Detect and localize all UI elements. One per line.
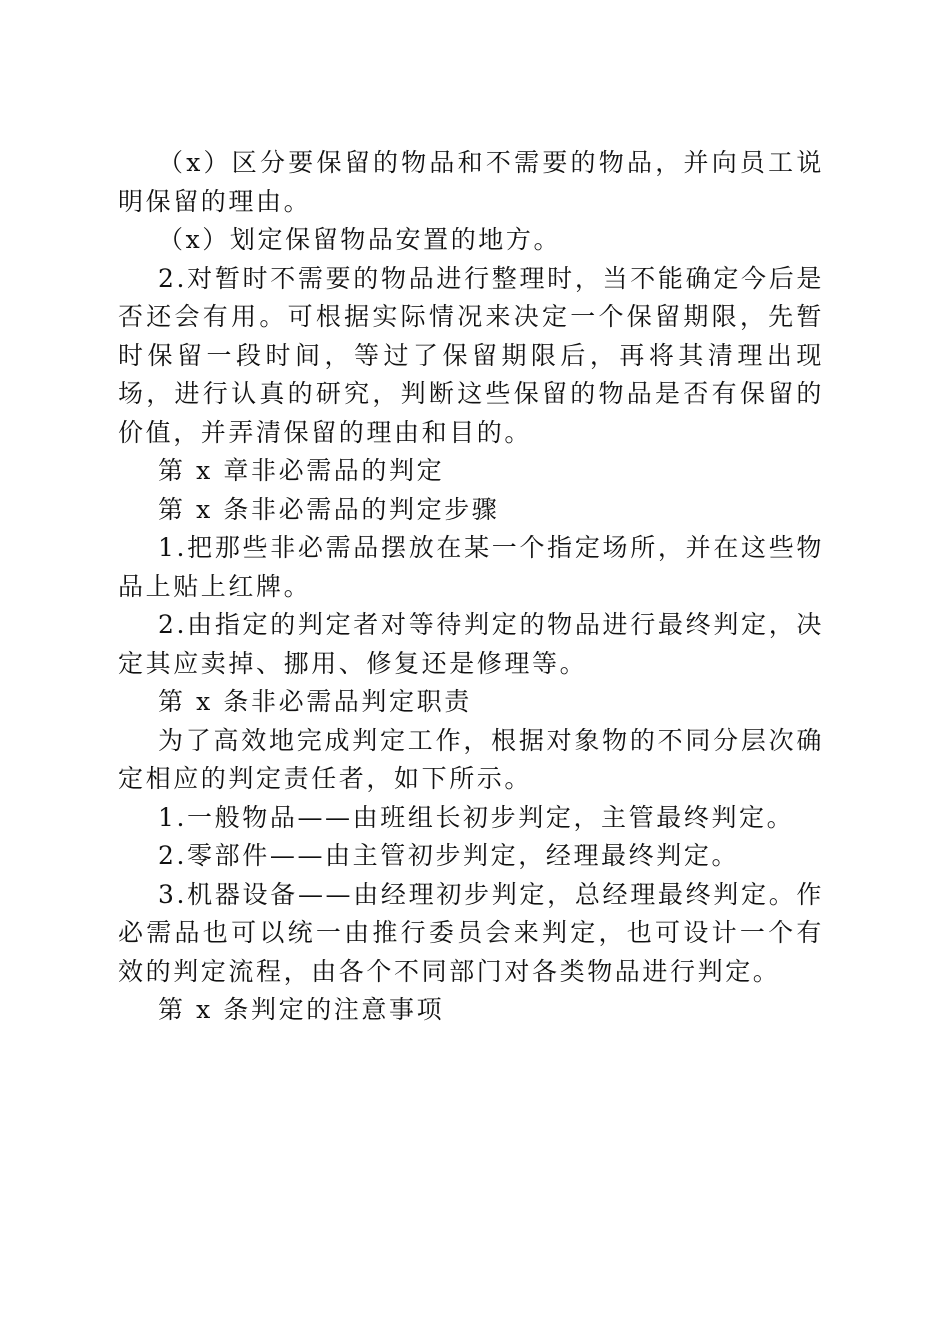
paragraph-general-items: 1.一般物品——由班组长初步判定，主管最终判定。 <box>158 802 795 832</box>
paragraph-step-2: 2.由指定的判定者对等待判定的物品进行最终判定，决定其应卖掉、挪用、修复还是修理等。 <box>118 610 824 678</box>
paragraph-designate-area: （x）划定保留物品安置的地方。 <box>158 225 562 254</box>
document-body <box>118 144 824 1030</box>
article-heading-steps: 第 x 条非必需品的判定步骤 <box>158 494 500 524</box>
paragraph-equipment: 3.机器设备——由经理初步判定，总经理最终判定。作必需品也可以统一由推行委员会来判定，也可设计一个有效的判定流程，由各个不同部门对各类物品进行判定。 <box>118 879 824 986</box>
paragraph-retain-distinction: （x）区分要保留的物品和不需要的物品，并向员工说明保留的理由。 <box>118 148 824 216</box>
article-heading-notes: 第 x 条判定的注意事项 <box>158 995 445 1024</box>
paragraph-temporary-items: 2.对暂时不需要的物品进行整理时，当不能确定今后是否还会有用。可根据实际情况来决定一个保留期限，先暂时保留一段时间，等过了保留期限后，再将其清理出现场，进行认真的研究，判断这些保留的物品是否有保留的价值，并弄清保留的理由和目的。 <box>118 263 824 447</box>
paragraph-parts: 2.零部件——由主管初步判定，经理最终判定。 <box>158 841 740 870</box>
paragraph-step-1: 1.把那些非必需品摆放在某一个指定场所，并在这些物品上贴上红牌。 <box>118 533 824 601</box>
paragraph-duties-intro: 为了高效地完成判定工作，根据对象物的不同分层次确定相应的判定责任者，如下所示。 <box>118 725 824 793</box>
article-heading-duties: 第 x 条非必需品判定职责 <box>158 687 472 716</box>
chapter-heading: 第 x 章非必需品的判定 <box>158 456 445 485</box>
